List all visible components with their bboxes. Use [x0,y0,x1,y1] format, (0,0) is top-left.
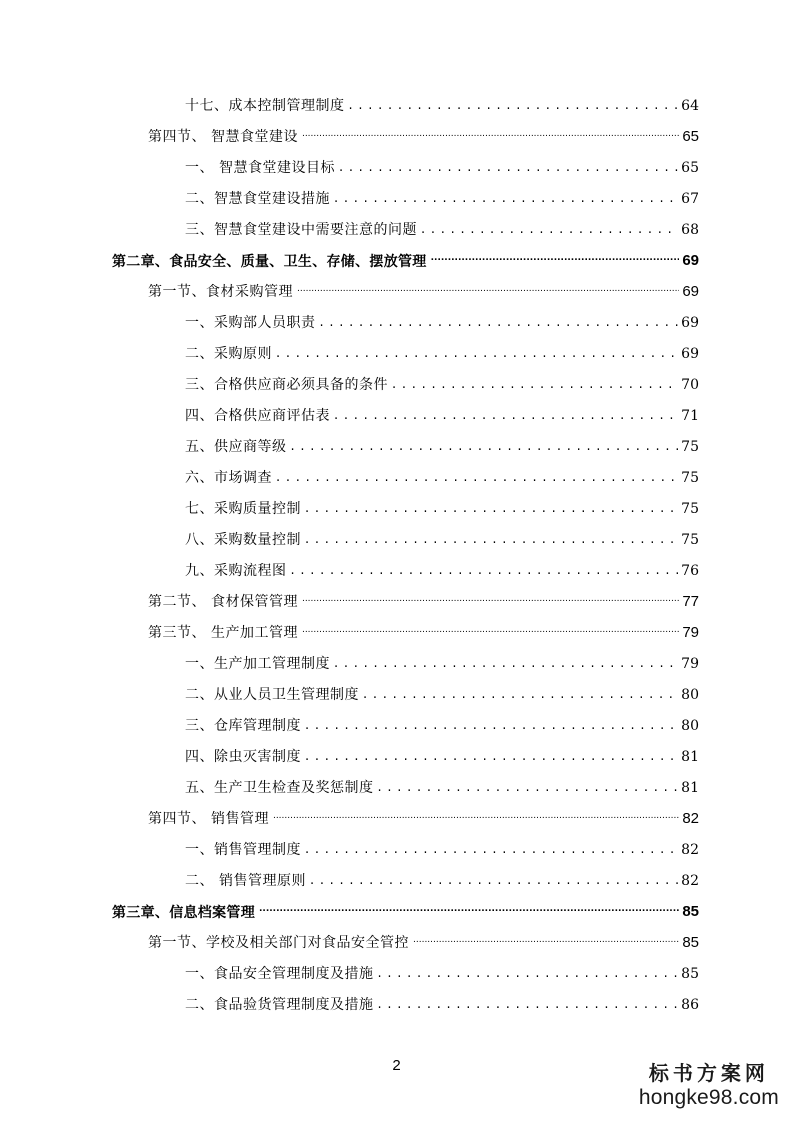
toc-entry[interactable] [185,405,699,427]
dot-leader [302,622,679,644]
toc-entry-page: 85 [681,966,699,982]
toc-entry-label: 七、采购质量控制 [185,501,301,517]
toc-entry[interactable] [148,126,699,148]
toc-entry[interactable] [185,157,699,179]
toc-entry-label: 二、食品验货管理制度及措施 [185,997,374,1013]
dot-leader [363,684,678,706]
toc-entry-label: 四、除虫灭害制度 [185,749,301,765]
toc-entry[interactable] [185,653,699,675]
toc-entry-page: 82 [681,873,699,889]
toc-entry-label: 二、智慧食堂建设措施 [185,191,330,207]
dot-leader [259,901,679,923]
toc-entry-label: 二、从业人员卫生管理制度 [185,687,359,703]
dot-leader [291,560,679,582]
toc-entry[interactable] [148,932,699,954]
dot-leader [413,932,679,954]
toc-entry-label: 第四节、 销售管理 [148,811,269,827]
toc-entry-page: 81 [681,780,699,796]
toc-entry[interactable] [185,777,699,799]
toc-entry-label: 十七、成本控制管理制度 [185,98,345,114]
toc-entry-page: 85 [682,903,699,920]
toc-entry-label: 第二节、 食材保管管理 [148,594,298,610]
dot-leader [320,312,679,334]
toc-entry-label: 三、智慧食堂建设中需要注意的问题 [185,222,417,238]
dot-leader [276,467,678,489]
dot-leader [305,498,678,520]
toc-entry-page: 80 [681,718,699,734]
toc-entry-page: 80 [681,687,699,703]
toc-entry[interactable] [185,870,699,892]
toc-entry-page: 76 [681,563,699,579]
toc-entry[interactable] [185,436,699,458]
toc-entry-page: 85 [682,934,699,951]
toc-entry[interactable] [185,467,699,489]
toc-entry-page: 81 [681,749,699,765]
toc-entry-page: 75 [681,532,699,548]
toc-entry[interactable] [185,715,699,737]
toc-entry-page: 69 [681,346,699,362]
dot-leader [334,188,678,210]
toc-entry-label: 九、采购流程图 [185,563,287,579]
toc-entry-page: 67 [681,191,699,207]
toc-entry-label: 一、食品安全管理制度及措施 [185,966,374,982]
toc-entry[interactable] [185,684,699,706]
dot-leader [302,126,679,148]
toc-entry-label: 第四节、 智慧食堂建设 [148,129,298,145]
toc-entry-label: 五、供应商等级 [185,439,287,455]
toc-entry-label: 八、采购数量控制 [185,532,301,548]
toc-entry-label: 一、采购部人员职责 [185,315,316,331]
toc-entry-page: 75 [681,501,699,517]
toc-entry-page: 82 [681,842,699,858]
dot-leader [378,777,679,799]
toc-entry-page: 65 [682,128,699,145]
toc-chapter-entry[interactable] [112,250,699,272]
toc-entry[interactable] [185,498,699,520]
dot-leader [431,250,680,272]
dot-leader [305,839,678,861]
toc-entry-page: 69 [681,315,699,331]
toc-entry-page: 79 [682,624,699,641]
toc-entry[interactable] [185,746,699,768]
toc-entry[interactable] [148,281,699,303]
toc-entry[interactable] [148,591,699,613]
toc-entry[interactable] [185,374,699,396]
toc-entry-page: 79 [681,656,699,672]
toc-entry-page: 75 [681,439,699,455]
toc-entry[interactable] [185,95,699,117]
dot-leader [302,591,679,613]
toc-entry[interactable] [185,529,699,551]
toc-entry-page: 65 [681,160,699,176]
dot-leader [378,994,679,1016]
toc-entry-label: 第二章、食品安全、质量、卫生、存储、摆放管理 [112,253,427,269]
toc-entry-label: 第一节、学校及相关部门对食品安全管控 [148,935,409,951]
toc-entry-label: 第一节、食材采购管理 [148,284,293,300]
dot-leader [273,808,679,830]
watermark-url: hongke98.com [638,1086,779,1109]
toc-entry-label: 二、 销售管理原则 [185,873,306,889]
toc-entry-page: 82 [682,810,699,827]
toc-entry[interactable] [185,560,699,582]
toc-entry-page: 86 [681,997,699,1013]
dot-leader [276,343,678,365]
dot-leader [334,405,678,427]
dot-leader [421,219,678,241]
dot-leader [378,963,679,985]
dot-leader [339,157,678,179]
toc-entry-label: 一、 智慧食堂建设目标 [185,160,335,176]
toc-entry-page: 64 [681,98,699,114]
toc-entry[interactable] [148,622,699,644]
toc-entry[interactable] [185,994,699,1016]
dot-leader [297,281,679,303]
toc-entry-label: 三、合格供应商必须具备的条件 [185,377,388,393]
toc-entry-label: 第三章、信息档案管理 [112,904,255,920]
dot-leader [305,746,678,768]
dot-leader [305,529,678,551]
toc-entry[interactable] [185,839,699,861]
toc-entry-label: 四、合格供应商评估表 [185,408,330,424]
toc-entry[interactable] [148,808,699,830]
toc-chapter-entry[interactable] [112,901,699,923]
toc-entry-label: 一、生产加工管理制度 [185,656,330,672]
dot-leader [392,374,678,396]
dot-leader [310,870,678,892]
toc-entry-page: 77 [682,593,699,610]
watermark [639,1060,779,1110]
toc-entry-label: 六、市场调查 [185,470,272,486]
page-number: 2 [392,1057,401,1074]
toc-entry-label: 三、仓库管理制度 [185,718,301,734]
toc-entry-page: 70 [681,377,699,393]
toc-entry[interactable] [185,312,699,334]
toc-entry-label: 第三节、 生产加工管理 [148,625,298,641]
toc-entry-page: 75 [681,470,699,486]
watermark-brand: 标书方案网 [648,1061,769,1085]
dot-leader [334,653,678,675]
toc-entry[interactable] [185,963,699,985]
toc-entry[interactable] [185,343,699,365]
toc-entry[interactable] [185,188,699,210]
dot-leader [291,436,679,458]
dot-leader [305,715,678,737]
dot-leader [349,95,679,117]
toc-entry-page: 69 [682,283,699,300]
toc-entry-label: 五、生产卫生检查及奖惩制度 [185,780,374,796]
toc-entry-label: 一、销售管理制度 [185,842,301,858]
toc-entry-page: 68 [681,222,699,238]
toc-entry-page: 69 [682,252,699,269]
toc-entry-label: 二、采购原则 [185,346,272,362]
toc-entry-page: 71 [681,408,699,424]
toc-entry[interactable] [185,219,699,241]
